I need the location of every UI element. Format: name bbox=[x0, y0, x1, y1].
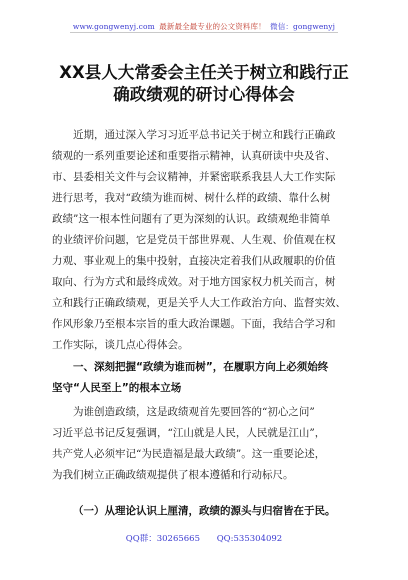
section-paragraph bbox=[52, 402, 357, 486]
subheading-line: （一）从理论认识上厘清，政绩的源头与归宿皆在于民。 bbox=[73, 505, 336, 517]
paragraph-line: 的业绩评价问题，它是党员干部世界观、人生观、价值观在权 bbox=[52, 234, 336, 246]
section-heading-1 bbox=[52, 357, 357, 399]
heading-line-1: 一、深刻把握“政绩为谁而树”，在履职方向上必须始终 bbox=[73, 361, 329, 373]
subsection-heading bbox=[52, 501, 357, 522]
paragraph-line: 政绩”这一根本性问题有了更为深刻的认识。政绩观绝非简单 bbox=[52, 213, 331, 225]
paragraph-line: 为我们树立正确政绩观提供了根本遵循和行动标尺。 bbox=[52, 469, 294, 481]
site-link[interactable]: www.gongwenyj.com bbox=[72, 22, 155, 31]
paragraph-line: 市、县委相关文件与会议精神，并紧密联系我县人大工作实际 bbox=[52, 171, 336, 183]
paragraph-line: 力观、事业观上的集中投射，直接决定着我们从政履职的价值 bbox=[52, 255, 336, 267]
footer-qq-group: QQ群：30265665 bbox=[125, 534, 200, 544]
paragraph-line: 绩观的一系列重要论述和重要指示精神，认真研读中央及省、 bbox=[52, 150, 336, 162]
header-wechat: 微信：gongwenyj bbox=[270, 22, 336, 31]
paragraph-line: 作风形象乃至根本宗旨的重大政治课题。下面，我结合学习和 bbox=[52, 318, 336, 330]
paragraph-line: 进行思考，我对“政绩为谁而树、树什么样的政绩、靠什么树 bbox=[52, 192, 331, 204]
page-footer bbox=[0, 532, 408, 544]
header-divider bbox=[70, 32, 338, 33]
title-line-2: 确政绩观的研讨心得体会 bbox=[113, 85, 295, 104]
intro-paragraph bbox=[52, 125, 357, 356]
paragraph-line: 工作实际，谈几点心得体会。 bbox=[52, 339, 189, 351]
paragraph-line: 习近平总书记反复强调，“江山就是人民，人民就是江山”， bbox=[52, 427, 326, 439]
header-tagline: 最新最全最专业的公文资料库！ bbox=[159, 22, 266, 31]
paragraph-line: 共产党人必须牢记“为民造福是最大政绩”。这一重要论述， bbox=[52, 448, 326, 460]
title-line-1: XX县人大常委会主任关于树立和践行正 bbox=[59, 63, 349, 82]
document-title bbox=[55, 62, 353, 106]
heading-line-2: 坚守“人民至上”的根本立场 bbox=[52, 382, 182, 394]
page-header bbox=[0, 21, 408, 32]
paragraph-line: 立和践行正确政绩观，更是关乎人大工作政治方向、监督实效、 bbox=[52, 297, 346, 309]
paragraph-line: 为谁创造政绩，这是政绩观首先要回答的“初心之问” bbox=[73, 406, 315, 418]
footer-qq: QQ:535304092 bbox=[216, 534, 283, 544]
paragraph-line: 近期，通过深入学习习近平总书记关于树立和践行正确政 bbox=[73, 129, 336, 141]
paragraph-line: 取向、行为方式和最终成效。对于地方国家权力机关而言，树 bbox=[52, 276, 336, 288]
